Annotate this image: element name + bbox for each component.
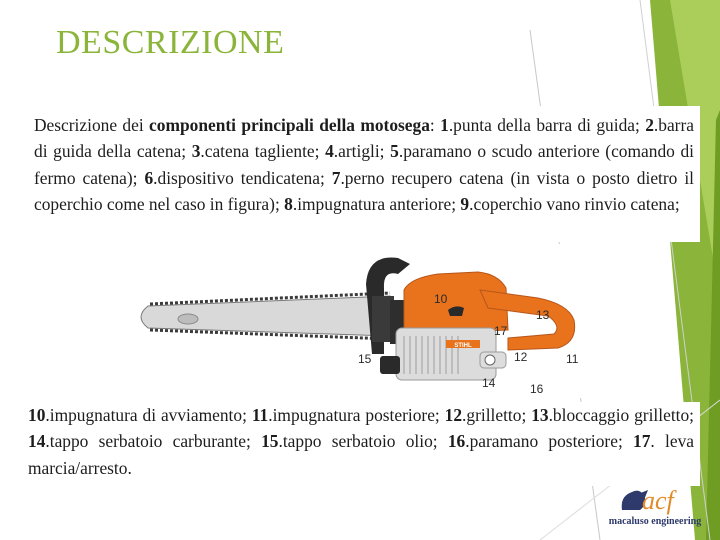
brand-label: STIHL bbox=[454, 343, 472, 349]
slide-title: DESCRIZIONE bbox=[56, 24, 285, 61]
description-paragraph-1 bbox=[34, 112, 694, 218]
item-number: 9 bbox=[460, 194, 470, 215]
chainsaw-figure bbox=[128, 244, 598, 398]
item-text: .dispositivo tendicatena; bbox=[153, 167, 332, 188]
item-number: 14 bbox=[28, 431, 46, 452]
item-number: 2 bbox=[645, 115, 654, 135]
item-text: .impugnatura anteriore; bbox=[292, 194, 461, 215]
item-text: .tappo serbatoio olio; bbox=[278, 431, 448, 452]
item-number: 6 bbox=[144, 167, 154, 188]
description-paragraph-2 bbox=[28, 402, 694, 481]
callout-label: 15 bbox=[358, 352, 372, 366]
item-number: 10 bbox=[28, 405, 46, 425]
callout-label: 10 bbox=[434, 292, 448, 306]
colon: : bbox=[429, 115, 441, 135]
item-number: 16 bbox=[447, 431, 466, 452]
item-text: .artigli; bbox=[333, 141, 391, 162]
bar-rivet bbox=[178, 314, 198, 324]
callout-label: 16 bbox=[530, 382, 544, 396]
item-text: .barra di guida della catena; bbox=[34, 115, 694, 162]
item-text: .perno recupero catena (in vista o posto dietro il coperchio come nel caso in figura); bbox=[34, 167, 694, 215]
heading-bold: componenti principali della motosega bbox=[149, 115, 430, 135]
item-text: .paramano posteriore; bbox=[465, 431, 634, 452]
callout-label: 11 bbox=[566, 352, 579, 366]
chainsaw-illustration bbox=[128, 244, 598, 398]
item-text: .catena tagliente; bbox=[200, 141, 326, 162]
item-text: .coperchio vano rinvio catena; bbox=[469, 194, 680, 215]
item-number: 15 bbox=[261, 431, 279, 452]
oil-cap bbox=[380, 356, 400, 374]
item-number: 1 bbox=[440, 115, 449, 135]
callout-label: 12 bbox=[514, 350, 528, 364]
logo-mark: acf bbox=[642, 486, 674, 515]
item-number: 12 bbox=[444, 405, 463, 425]
item-number: 4 bbox=[325, 141, 334, 162]
item-text: .bloccaggio grilletto; bbox=[548, 405, 695, 425]
callout-label: 14 bbox=[482, 376, 496, 390]
trigger bbox=[485, 355, 495, 365]
item-text: .impugnatura posteriore; bbox=[268, 405, 445, 425]
item-number: 13 bbox=[531, 405, 549, 425]
item-text: .paramano o scudo anteriore (comando di fermo catena); bbox=[34, 141, 694, 188]
item-number: 3 bbox=[191, 141, 201, 162]
guide-bar bbox=[141, 296, 390, 336]
item-text: . leva marcia/arresto. bbox=[28, 431, 694, 478]
company-logo bbox=[600, 486, 710, 532]
item-text: .tappo serbatoio carburante; bbox=[45, 431, 262, 452]
item-number: 7 bbox=[331, 167, 341, 188]
logo-company-name: macaluso engineering bbox=[608, 516, 702, 527]
callout-label: 13 bbox=[536, 308, 550, 322]
item-number: 8 bbox=[284, 194, 293, 215]
item-text: .punta della barra di guida; bbox=[448, 115, 646, 135]
callout-label: 17 bbox=[494, 324, 508, 338]
item-number: 5 bbox=[390, 141, 399, 162]
item-number: 17 bbox=[633, 431, 651, 452]
intro-text: Descrizione dei bbox=[34, 115, 150, 135]
item-number: 11 bbox=[251, 405, 269, 425]
item-text: .impugnatura di avviamento; bbox=[45, 405, 252, 425]
item-text: .grilletto; bbox=[462, 405, 532, 425]
description-box-bottom bbox=[28, 402, 700, 486]
description-box-top bbox=[28, 106, 700, 242]
